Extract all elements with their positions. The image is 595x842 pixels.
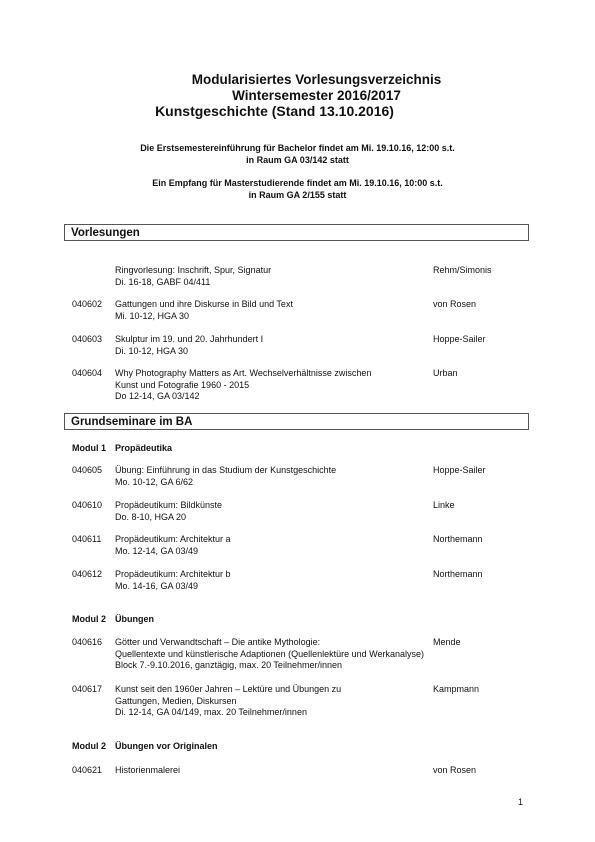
course-title: Kunst seit den 1960er Jahren – Lektüre und Übungen zu: [115, 684, 342, 694]
course-schedule: Di. 12-14, GA 04/149, max. 20 Teilnehmer/innen: [115, 707, 307, 718]
course-title: Ringvorlesung: Inschrift, Spur, Signatur: [115, 265, 272, 275]
course-schedule: Block 7.-9.10.2016, ganztägig, max. 20 Teilnehmer/innen: [115, 660, 342, 671]
course-lecturer: Rehm/Simonis: [433, 265, 492, 275]
course-schedule: Mo. 12-14, GA 03/49: [115, 545, 199, 556]
course-code: 040616: [72, 637, 103, 647]
course-lecturer: Kampmann: [433, 684, 480, 694]
section-title: Vorlesungen: [71, 227, 140, 239]
modul-name: Übungen vor Originalen: [115, 741, 218, 751]
course-code: 040603: [72, 334, 103, 344]
course-title: Übung: Einführung in das Studium der Kunstgeschichte: [115, 465, 337, 475]
course-description: [115, 265, 435, 288]
modul-label: Modul 1: [72, 443, 106, 453]
course-title: Historienmalerei: [115, 765, 181, 775]
modul-name: Propädeutika: [115, 443, 173, 453]
course-description: [115, 765, 435, 777]
course-title: Propädeutikum: Bildkünste: [115, 500, 223, 510]
course-lecturer: von Rosen: [433, 299, 477, 309]
master-notice-line1: Ein Empfang für Masterstudierende findet am Mi. 19.10.16, 10:00 s.t.: [152, 178, 443, 188]
bachelor-notice-line1: Die Erstsemestereinführung für Bachelor findet am Mi. 19.10.16, 12:00 s.t.: [140, 143, 455, 153]
course-title: Why Photography Matters as Art. Wechselverhältnisse zwischen: [115, 368, 372, 378]
department-title: Kunstgeschichte (Stand 13.10.2016): [155, 103, 394, 119]
course-title: Propädeutikum: Architektur a: [115, 534, 231, 544]
course-description: [115, 465, 435, 488]
course-schedule: Di. 10-12, HGA 30: [115, 345, 189, 356]
course-code: 040610: [72, 500, 103, 510]
document-title: Modularisiertes Vorlesungsverzeichnis: [191, 72, 442, 87]
course-lecturer: Mende: [433, 637, 461, 647]
section-header-grundseminare: [64, 413, 529, 430]
course-lecturer: Urban: [433, 368, 458, 378]
course-description: [115, 637, 475, 672]
master-notice-line2: in Raum GA 2/155 statt: [248, 189, 347, 200]
course-schedule: Di. 16-18, GABF 04/411: [115, 276, 211, 287]
course-code: 040604: [72, 368, 103, 378]
course-schedule: Do 12-14, GA 03/142: [115, 391, 200, 402]
course-lecturer: Hoppe-Sailer: [433, 334, 486, 344]
section-header-vorlesungen: [64, 224, 529, 241]
course-description: [115, 334, 435, 357]
course-schedule: Do. 8-10, HGA 20: [115, 511, 187, 522]
course-title: Skulptur im 19. und 20. Jahrhundert I: [115, 334, 264, 344]
course-lecturer: Northemann: [433, 534, 483, 544]
course-description: [115, 299, 435, 322]
course-code: 040621: [72, 765, 103, 775]
course-code: 040605: [72, 465, 103, 475]
page-number: 1: [518, 797, 524, 807]
course-title: Gattungen und ihre Diskurse in Bild und Text: [115, 299, 293, 309]
course-code: 040612: [72, 569, 103, 579]
course-code: 040611: [72, 534, 102, 544]
course-code: 040617: [72, 684, 103, 694]
course-description: [115, 534, 435, 557]
course-title-cont: Kunst und Fotografie 1960 - 2015: [115, 379, 250, 390]
course-description: [115, 684, 435, 719]
course-schedule: Mo. 14-16, GA 03/49: [115, 580, 199, 591]
course-lecturer: von Rosen: [433, 765, 477, 775]
course-lecturer: Linke: [433, 500, 455, 510]
bachelor-notice: [0, 143, 595, 166]
modul-name: Übungen: [115, 614, 154, 624]
course-lecturer: Northemann: [433, 569, 483, 579]
course-schedule: Mi. 10-12, HGA 30: [115, 310, 190, 321]
section-title: Grundseminare im BA: [71, 416, 193, 428]
modul-label: Modul 2: [72, 614, 106, 624]
bachelor-notice-line2: in Raum GA 03/142 statt: [246, 154, 349, 165]
course-title: Götter und Verwandtschaft – Die antike Mythologie:: [115, 637, 321, 647]
course-title-cont: Quellentexte und künstlerische Adaptionen (Quellenlektüre und Werkanalyse): [115, 648, 425, 659]
course-title: Propädeutikum: Architektur b: [115, 569, 231, 579]
course-schedule: Mo. 10-12, GA 6/62: [115, 476, 194, 487]
course-description: [115, 500, 435, 523]
modul-label: Modul 2: [72, 741, 106, 751]
course-lecturer: Hoppe-Sailer: [433, 465, 486, 475]
semester-title: Wintersemester 2016/2017: [232, 88, 401, 103]
course-description: [115, 569, 435, 592]
course-description: [115, 368, 435, 403]
master-notice: [0, 178, 595, 201]
course-code: 040602: [72, 299, 103, 309]
course-title-cont: Gattungen, Medien, Diskursen: [115, 695, 237, 706]
